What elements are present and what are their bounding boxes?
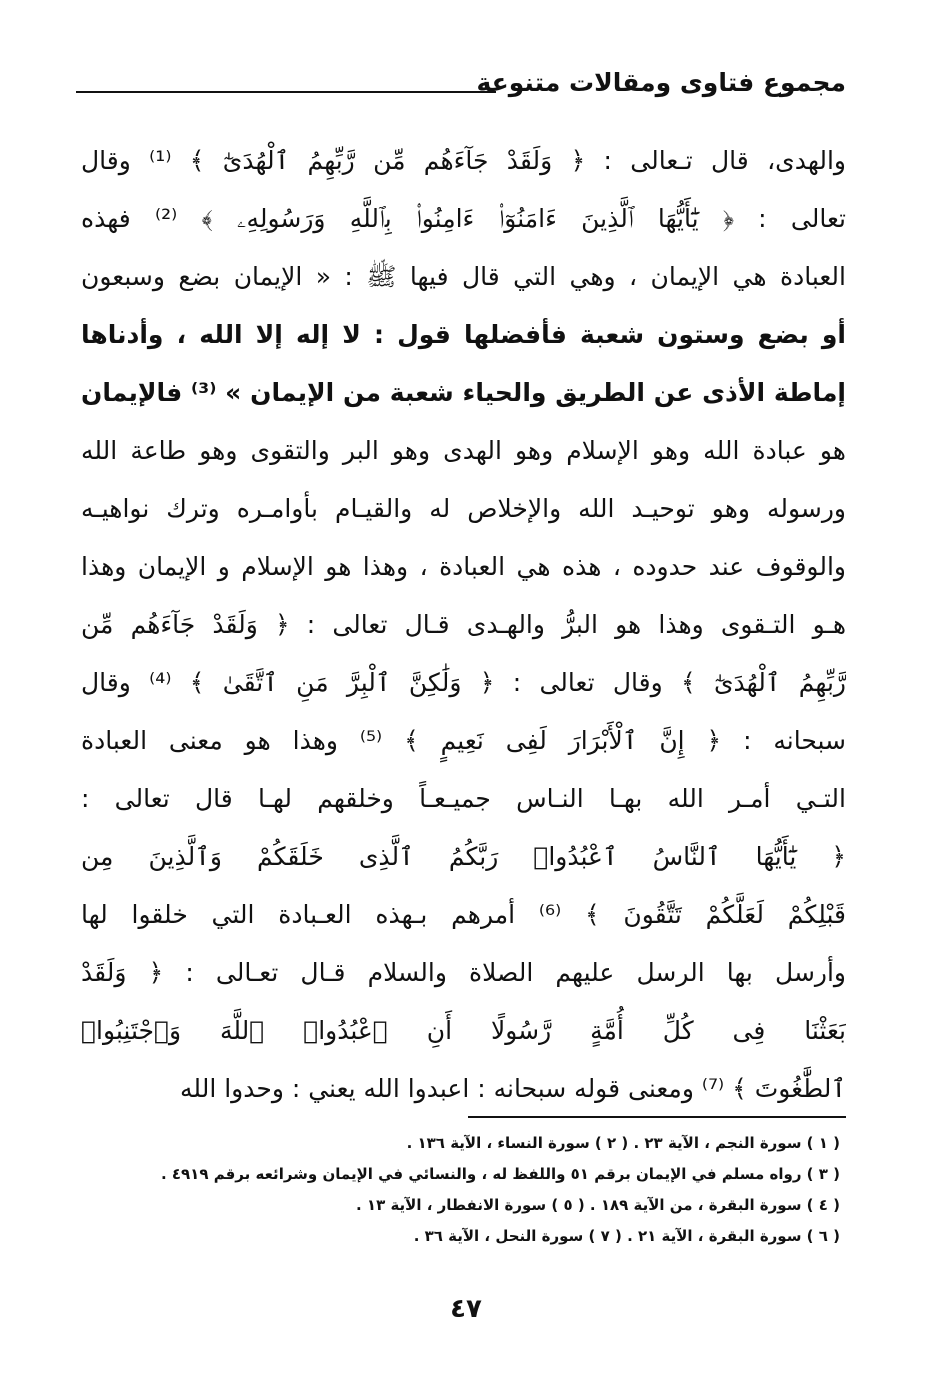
hadith-line: إماطة الأذى عن الطريق والحياء شعبة من الإيمان » ⁽³⁾ فالإيمان (81, 378, 846, 407)
text-line: وأرسل بها الرسل عليهم الصلاة والسلام قـال تعـالى : ﴿ وَلَقَدْ (81, 958, 846, 987)
footnote: ( ١ ) سورة النجم ، الآية ٢٣ . ( ٢ ) سورة النساء ، الآية ١٣٦ . (406, 1134, 840, 1152)
text-line: ٱلطَّٰغُوتَ ﴾ ⁽⁷⁾ ومعنى قوله سبحانه : اعبدوا الله يعني : وحدوا الله (180, 1074, 846, 1103)
text-line: العبادة هي الإيمان ، وهي التي قال فيها ﷺ : « الإيمان بضع وسبعون (81, 262, 846, 291)
footnote-rule (468, 1116, 846, 1118)
text-line: قَبْلِكُمْ لَعَلَّكُمْ تَتَّقُونَ ﴾ ⁽⁶⁾ أمرهم بـهذه العـبادة التي خلقوا لها (81, 900, 846, 929)
footnotes (80, 1128, 840, 1252)
text-line: بَعَثْنَا فِى كُلِّ أُمَّةٍ رَّسُولًا أَنِ ٱعْبُدُوا۟ ٱللَّهَ وَٱجْتَنِبُوا۟ (81, 1016, 846, 1045)
text-line: والهدى، قال تـعالى : ﴿ وَلَقَدْ جَآءَهُم مِّن رَّبِّهِمُ ٱلْهُدَىٰٓ ﴾ ⁽¹⁾ وقال (81, 146, 846, 175)
footnote: ( ٦ ) سورة البقرة ، الآية ٢١ . ( ٧ ) سورة النحل ، الآية ٣٦ . (413, 1227, 840, 1245)
footnote: ( ٤ ) سورة البقرة ، من الآية ١٨٩ . ( ٥ ) سورة الانفطار ، الآية ١٣ . (356, 1196, 840, 1214)
text-line: والوقوف عند حدوده ، هذه هي العبادة ، وهذا هو الإسلام و الإيمان وهذا (81, 552, 846, 581)
text-line: هو عبادة الله وهو الإسلام وهو الهدى وهو البر والتقوى وهو طاعة الله (81, 436, 846, 465)
text-line: تعالى : ﴿ يَٰٓأَيُّهَا ٱلَّذِينَ ءَامَنُوٓا۟ ءَامِنُوا۟ بِٱللَّهِ وَرَسُولِهِۦ ﴾ ⁽²⁾ فهذه (81, 204, 846, 233)
running-header (76, 66, 846, 106)
text-line: ﴿ يَٰٓأَيُّهَا ٱلنَّاسُ ٱعْبُدُوا۟ رَبَّكُمُ ٱلَّذِى خَلَقَكُمْ وَٱلَّذِينَ مِن (81, 842, 846, 871)
text-line: رَّبِّهِمُ ٱلْهُدَىٰٓ ﴾ وقال تعالى : ﴿ وَلَٰكِنَّ ٱلْبِرَّ مَنِ ٱتَّقَىٰ ﴾ ⁽⁴⁾ وقال (81, 668, 846, 697)
page-number: ٤٧ (450, 1294, 482, 1324)
text-line: سبحانه : ﴿ إِنَّ ٱلْأَبْرَارَ لَفِى نَعِيمٍ ﴾ ⁽⁵⁾ وهذا هو معنى العبادة (81, 726, 846, 755)
header-title: مجموع فتاوى ومقالات متنوعة (476, 68, 846, 97)
text-line: ورسوله وهو توحيـد الله والإخلاص له والقيـام بأوامـره وترك نواهيـه (81, 494, 846, 523)
footnote: ( ٣ ) رواه مسلم في الإيمان برقم ٥١ واللفظ له ، والنسائي في الإيمان وشرائعه برقم ٤٩١٩ . (160, 1165, 840, 1183)
hadith-line: أو بضع وستون شعبة فأفضلها قول : لا إله إلا الله ، وأدناها (81, 320, 846, 349)
text-line: التـي أمـر الله بهـا النـاس جميـعـاً وخلقهم لهـا قال تعالى : (81, 784, 846, 813)
header-rule (76, 91, 496, 93)
body-text (81, 132, 846, 1118)
text-line: هـو التـقوى وهذا هو البرُّ والهـدى قـال تعالى : ﴿ وَلَقَدْ جَآءَهُم مِّن (81, 610, 846, 639)
